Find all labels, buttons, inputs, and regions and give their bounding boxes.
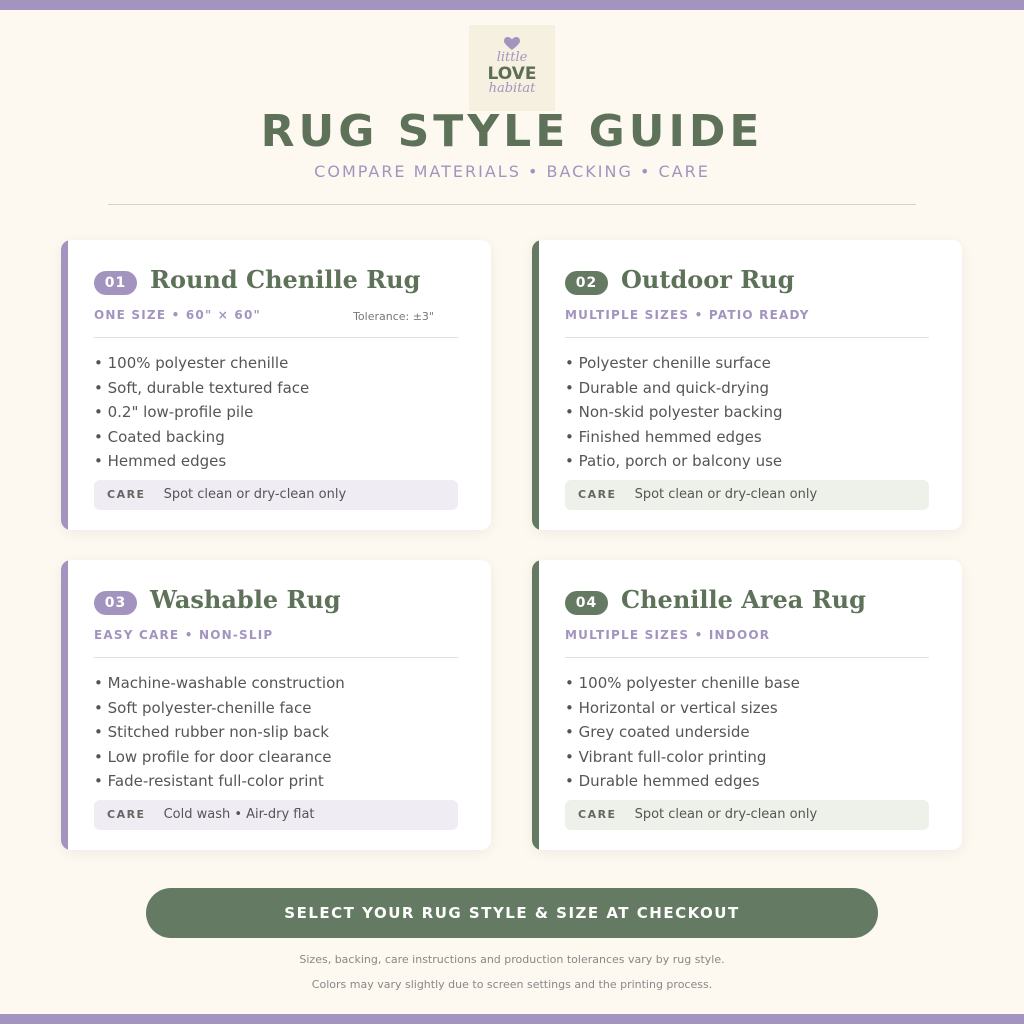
card-divider bbox=[565, 337, 929, 338]
care-text: Spot clean or dry-clean only bbox=[634, 807, 818, 822]
card-size-tag: MULTIPLE SIZES • INDOOR bbox=[565, 628, 771, 642]
card-size-tag: ONE SIZE • 60" × 60" bbox=[94, 308, 261, 322]
card-divider bbox=[565, 657, 929, 658]
care-box bbox=[565, 800, 929, 830]
rug-card-round-chenille bbox=[61, 240, 491, 530]
feature-list bbox=[565, 671, 800, 794]
feature-item: • Non-skid polyester backing bbox=[565, 400, 783, 425]
care-text: Spot clean or dry-clean only bbox=[634, 487, 818, 502]
card-number-badge: 04 bbox=[565, 591, 608, 615]
feature-list bbox=[565, 351, 783, 474]
feature-item: • Soft polyester-chenille face bbox=[94, 696, 345, 721]
card-number-badge: 02 bbox=[565, 271, 608, 295]
card-title: Washable Rug bbox=[150, 585, 341, 614]
card-number-badge: 03 bbox=[94, 591, 137, 615]
feature-item: • Hemmed edges bbox=[94, 449, 309, 474]
care-label: CARE bbox=[107, 808, 146, 821]
feature-list bbox=[94, 351, 309, 474]
rug-card-washable bbox=[61, 560, 491, 850]
brand-line-1: little bbox=[496, 50, 528, 65]
card-size-tag: EASY CARE • NON-SLIP bbox=[94, 628, 274, 642]
feature-item: • Vibrant full-color printing bbox=[565, 745, 800, 770]
footnote-colors: Colors may vary slightly due to screen settings and the printing process. bbox=[311, 978, 713, 991]
card-number-badge: 01 bbox=[94, 271, 137, 295]
feature-item: • Stitched rubber non-slip back bbox=[94, 720, 345, 745]
feature-item: • Grey coated underside bbox=[565, 720, 800, 745]
feature-item: • Low profile for door clearance bbox=[94, 745, 345, 770]
feature-item: • 100% polyester chenille base bbox=[565, 671, 800, 696]
care-text: Cold wash • Air-dry flat bbox=[163, 807, 315, 822]
feature-item: • Durable hemmed edges bbox=[565, 769, 800, 794]
care-box bbox=[94, 800, 458, 830]
care-label: CARE bbox=[107, 488, 146, 501]
card-title: Chenille Area Rug bbox=[621, 585, 866, 614]
feature-item: • 0.2" low-profile pile bbox=[94, 400, 309, 425]
card-accent-bar bbox=[61, 240, 68, 530]
footnote-tolerances: Sizes, backing, care instructions and production tolerances vary by rug style. bbox=[299, 953, 725, 966]
brand-line-3: habitat bbox=[488, 81, 536, 96]
card-divider bbox=[94, 337, 458, 338]
feature-item: • Fade-resistant full-color print bbox=[94, 769, 345, 794]
card-title: Outdoor Rug bbox=[621, 265, 795, 294]
card-tolerance: Tolerance: ±3" bbox=[353, 310, 434, 323]
card-title: Round Chenille Rug bbox=[150, 265, 421, 294]
heart-icon bbox=[504, 37, 520, 51]
feature-item: • Patio, porch or balcony use bbox=[565, 449, 783, 474]
feature-item: • Horizontal or vertical sizes bbox=[565, 696, 800, 721]
feature-item: • Finished hemmed edges bbox=[565, 425, 783, 450]
rug-card-chenille-area bbox=[532, 560, 962, 850]
care-text: Spot clean or dry-clean only bbox=[163, 487, 347, 502]
brand-line-2: LOVE bbox=[487, 64, 537, 84]
card-divider bbox=[94, 657, 458, 658]
feature-list bbox=[94, 671, 345, 794]
feature-item: • 100% polyester chenille bbox=[94, 351, 309, 376]
care-box bbox=[565, 480, 929, 510]
care-label: CARE bbox=[578, 488, 617, 501]
card-accent-bar bbox=[532, 560, 539, 850]
page-title: RUG STYLE GUIDE bbox=[260, 106, 764, 157]
card-accent-bar bbox=[61, 560, 68, 850]
care-label: CARE bbox=[578, 808, 617, 821]
feature-item: • Soft, durable textured face bbox=[94, 376, 309, 401]
feature-item: • Polyester chenille surface bbox=[565, 351, 783, 376]
care-box bbox=[94, 480, 458, 510]
feature-item: • Machine-washable construction bbox=[94, 671, 345, 696]
brand-logo bbox=[469, 25, 555, 111]
bottom-accent-bar bbox=[0, 1014, 1024, 1024]
feature-item: • Durable and quick-drying bbox=[565, 376, 783, 401]
rug-card-outdoor bbox=[532, 240, 962, 530]
top-accent-bar bbox=[0, 0, 1024, 10]
page-subtitle: COMPARE MATERIALS • BACKING • CARE bbox=[314, 162, 710, 181]
checkout-cta-button[interactable]: SELECT YOUR RUG STYLE & SIZE AT CHECKOUT bbox=[146, 888, 878, 938]
card-accent-bar bbox=[532, 240, 539, 530]
header-divider bbox=[108, 204, 916, 205]
card-size-tag: MULTIPLE SIZES • PATIO READY bbox=[565, 308, 810, 322]
feature-item: • Coated backing bbox=[94, 425, 309, 450]
